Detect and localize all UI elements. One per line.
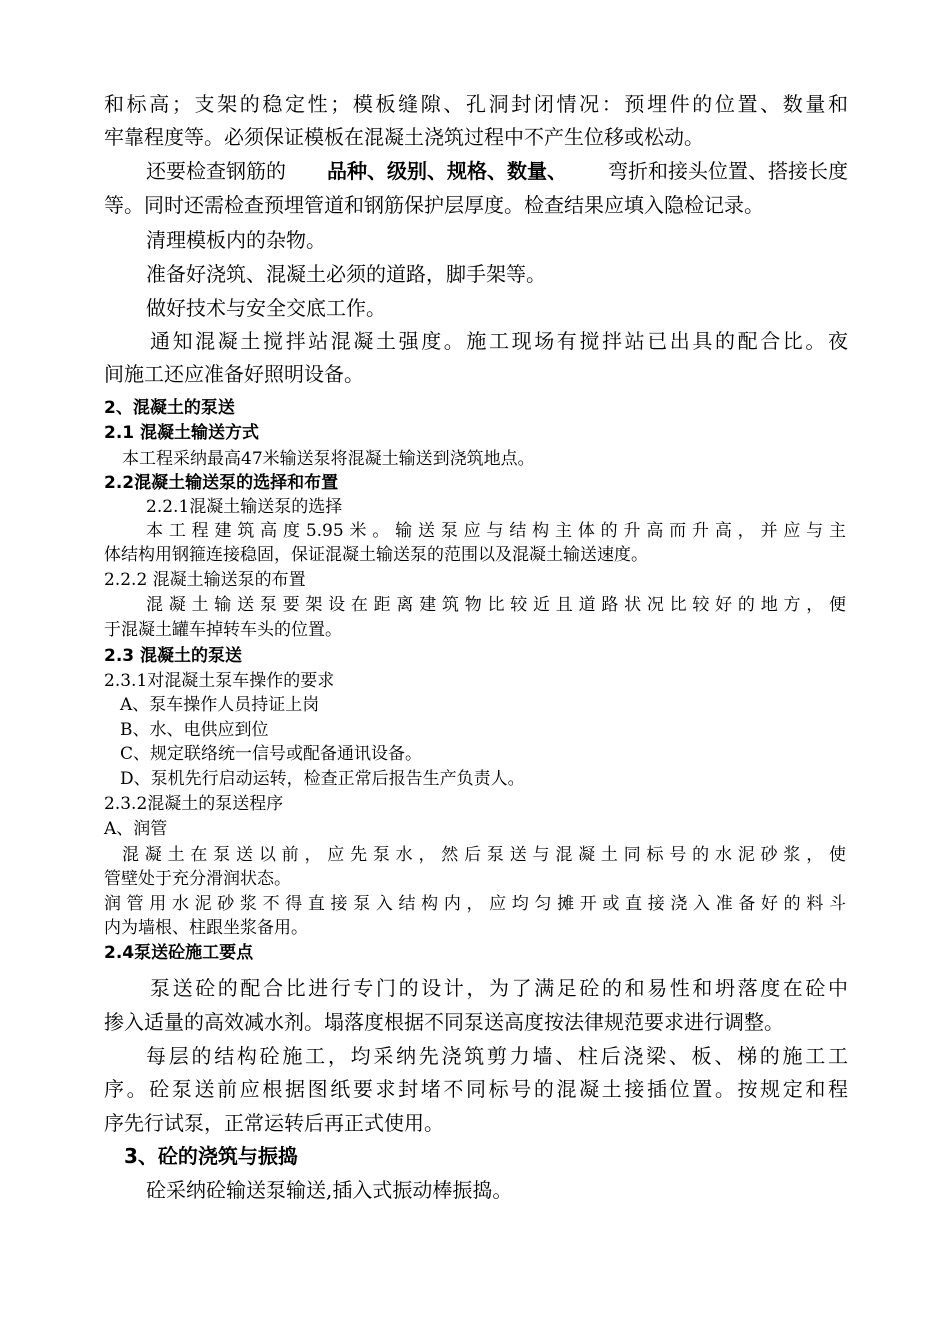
list-item: D、泵机先行启动运转，检查正常后报告生产负责人。 [120, 769, 525, 789]
subsection-heading: 2.3.1对混凝土泵车操作的要求 [104, 671, 335, 691]
section-heading: 2、混凝土的泵送 [104, 398, 235, 418]
section-heading: 2.3 混凝土的泵送 [104, 646, 243, 666]
paragraph-line: 内为墙根、柱跟坐浆备用。 [104, 918, 308, 938]
paragraph-line: 掺入适量的高效减水剂。塌落度根据不同泵送高度按法律规范要求进行调整。 [104, 1010, 784, 1034]
subsection-heading: 2.2.2 混凝土输送泵的布置 [104, 570, 306, 590]
section-heading: 2.4泵送砼施工要点 [104, 943, 254, 963]
paragraph-line: 等。同时还需检查预埋管道和钢筋保护层厚度。检查结果应填入隐检记录。 [104, 193, 764, 217]
paragraph-line: 和标高；支架的稳定性；模板缝隙、孔洞封闭情况：预埋件的位置、数量和 [104, 92, 848, 116]
paragraph-line: 砼采纳砼输送泵输送,插入式振动棒振捣。 [146, 1178, 513, 1202]
paragraph-line: 序先行试泵，正常运转后再正式使用。 [104, 1111, 444, 1135]
paragraph-line [146, 161, 848, 181]
line-segment: 还要检查钢筋的 [146, 159, 286, 183]
subsection-heading: 2.2.1混凝土输送泵的选择 [146, 497, 343, 517]
list-item: A、润管 [104, 819, 168, 839]
paragraph-line: 润管用水泥砂浆不得直接泵入结构内，应均匀摊开或直接浇入准备好的料斗 [104, 894, 846, 914]
paragraph-line: 混凝土输送泵要架设在距离建筑物比较近且道路状况比较好的地方，便 [146, 595, 846, 615]
list-item: B、水、电供应到位 [120, 720, 269, 740]
paragraph-line: 清理模板内的杂物。 [146, 228, 326, 252]
paragraph-line: 准备好浇筑、混凝土必须的道路，脚手架等。 [146, 262, 546, 286]
paragraph-line: 泵送砼的配合比进行专门的设计，为了满足砼的和易性和坍落度在砼中 [150, 976, 848, 1000]
section-heading: 2.2混凝土输送泵的选择和布置 [104, 473, 339, 493]
paragraph-line: 混凝土在泵送以前，应先泵水，然后泵送与混凝土同标号的水泥砂浆，使 [122, 845, 846, 865]
paragraph-line: 通知混凝土搅拌站混凝土强度。施工现场有搅拌站已出具的配合比。夜 [150, 329, 848, 353]
paragraph-line: 于混凝土罐车掉转车头的位置。 [104, 620, 342, 640]
list-item: A、泵车操作人员持证上岗 [120, 695, 320, 715]
paragraph-line: 每层的结构砼施工，均采纳先浇筑剪力墙、柱后浇梁、板、梯的施工工 [146, 1044, 848, 1068]
bold-keywords: 品种、级别、规格、数量、 [327, 159, 567, 183]
paragraph-line: 管壁处于充分滑润状态。 [104, 869, 291, 889]
paragraph-line: 做好技术与安全交底工作。 [146, 296, 386, 320]
paragraph-line: 间施工还应准备好照明设备。 [104, 362, 364, 386]
paragraph-line: 本工程采纳最高47米输送泵将混凝土输送到浇筑地点。 [122, 449, 535, 469]
section-heading: 3、砼的浇筑与振捣 [124, 1144, 298, 1168]
paragraph-line: 序。砼泵送前应根据图纸要求封堵不同标号的混凝土接插位置。按规定和程 [104, 1077, 848, 1101]
section-heading: 2.1 混凝土输送方式 [104, 423, 260, 443]
paragraph-line: 牢靠程度等。必须保证模板在混凝土浇筑过程中不产生位移或松动。 [104, 125, 704, 149]
list-item: C、规定联络统一信号或配备通讯设备。 [120, 744, 423, 764]
line-segment: 弯折和接头位置、搭接长度 [608, 159, 848, 183]
subsection-heading: 2.3.2混凝土的泵送程序 [104, 794, 284, 814]
paragraph-line: 本工程建筑高度5.95米。输送泵应与结构主体的升高而升高，并应与主 [146, 521, 846, 541]
paragraph-line: 体结构用钢箍连接稳固，保证混凝土输送泵的范围以及混凝土输送速度。 [104, 545, 648, 565]
